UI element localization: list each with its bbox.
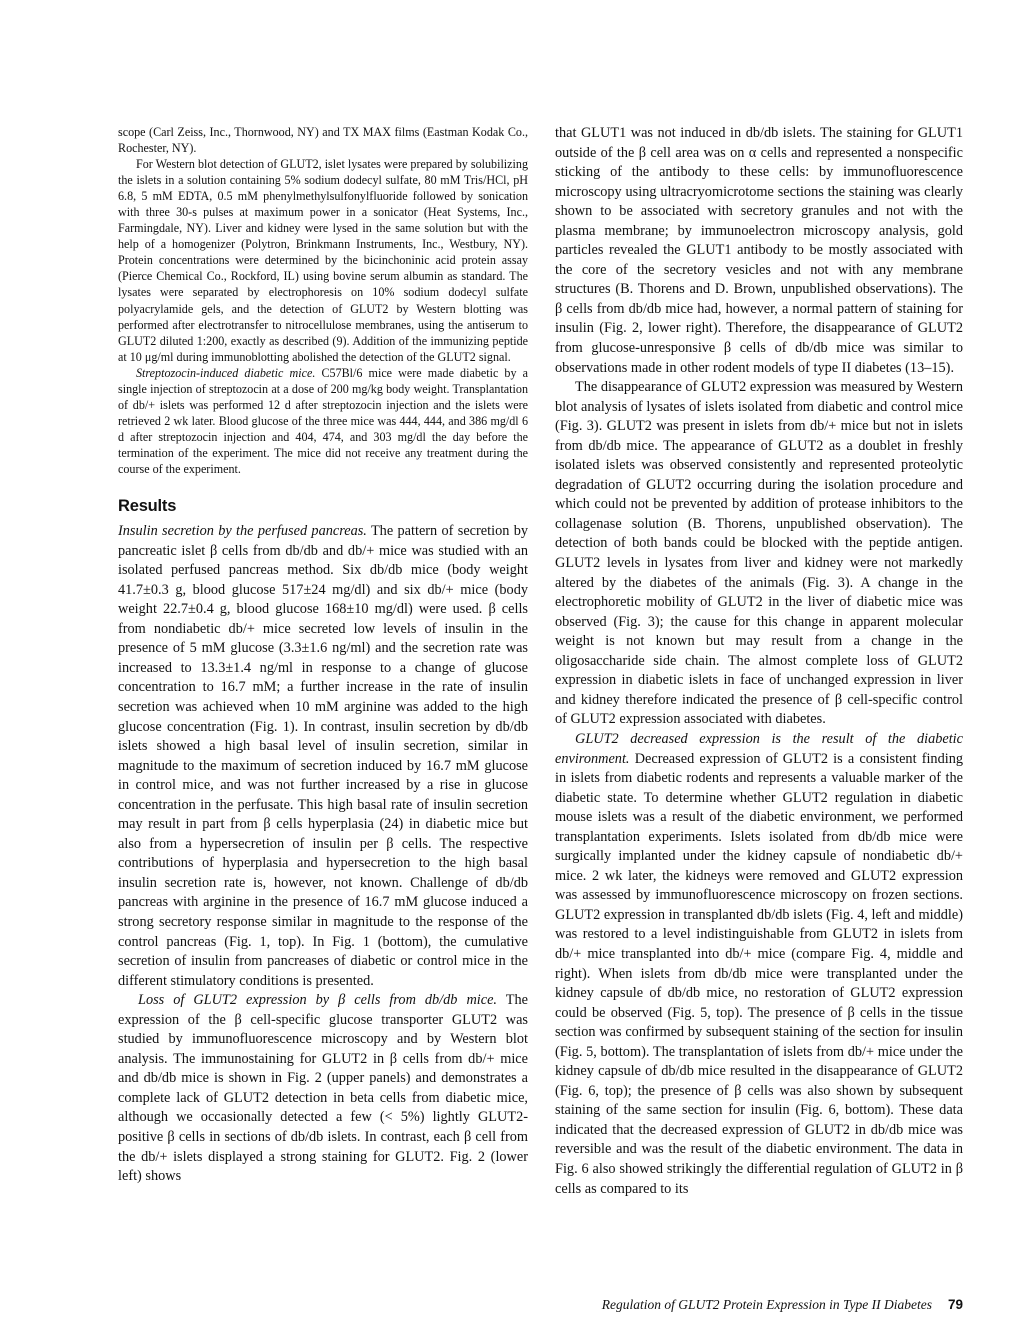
loss-text: The expression of the β cell-specific glucose transporter GLUT2 was studied by immunofluorescence microscopy and by Western blot analysis. The immunostaining for GLUT2 in β cells from db/+ mice and db/db mice is shown in Fig. 2 (upper panels) and demonstrates a complete lack of GLUT2 detection in beta cells from diabetic mice, although we occasionally detected a few (< 5%) lightly GLUT2-positive β cells in sections of db/db islets. In contrast, each β cell from the db/+ islets displayed a strong staining for GLUT2. Fig. 2 (lower left) shows [118,992,528,1185]
page-number: 79 [947,1297,963,1312]
loss-paragraph [118,991,528,1186]
right-column [555,124,963,1199]
insulin-heading: Insulin secretion by the perfused pancreas. [118,523,367,540]
transplant-heading: GLUT2 decreased expression is the result of the diabetic environment. [555,730,963,767]
results-section [118,522,528,1187]
glut1-paragraph: that GLUT1 was not induced in db/db islets. The staining for GLUT1 outside of the β cell area was on α cells and represented a nonspecific sticking of the antibody to these cells: by immunofluorescence microscopy using ultracryomicrotome sections the staining was clearly shown to be associated with secretory granules and not with the plasma membrane; by immunoelectron microscopy analysis, gold particles revealed the GLUT1 antibody to be mostly associated with the core of the secretory vesicles and not with any membrane structures (B. Thorens and D. Brown, unpublished observations). The β cells from db/db mice had, however, a normal pattern of staining for insulin (Fig. 2, lower right). Therefore, the disappearance of GLUT2 from glucose-unresponsive β cells of db/db mice was similar to observations made in other rodent models of type II diabetes (13–15). [555,125,963,376]
stz-text: C57Bl/6 mice were made diabetic by a single injection of streptozocin at a dose of 200 mg/kg body weight. Transplantation of db/+ islets was performed 12 d after streptozocin injection and the islets were retrieved 2 wk later. Blood glucose of the three mice was 444, 444, and 386 mg/dl 6 d after streptozocin injection and 404, 474, and 303 mg/dl the day before the termination of the experiment. The mice did not receive any treatment during the course of the experiment. [118,365,528,476]
stz-heading: Streptozocin-induced diabetic mice. [136,365,316,380]
running-title: Regulation of GLUT2 Protein Expression in Type II Diabetes [601,1297,932,1312]
left-column [118,124,528,1187]
methods-paragraph: scope (Carl Zeiss, Inc., Thornwood, NY) and TX MAX films (Eastman Kodak Co., Rochester, NY). [118,125,528,156]
insulin-paragraph [118,522,528,991]
stz-paragraph [118,365,528,477]
page-footer [555,1297,963,1313]
transplant-text: Decreased expression of GLUT2 is a consistent finding in islets from diabetic rodents and represents a valuable marker of the diabetic state. To determine whether GLUT2 regulation in diabetic mouse islets was a result of the diabetic environment, we performed transplantation experiments. Islets isolated from db/db mice were surgically implanted under the kidney capsule of nondiabetic db/+ mice. 2 wk later, the kidneys were removed and GLUT2 expression was assessed by immunofluorescence microscopy on frozen sections. GLUT2 expression in transplanted db/db islets (Fig. 4, left and middle) was restored to a level indistinguishable from GLUT2 in islets from db/+ mice transplanted into db/+ mice (compare Fig. 4, middle and right). When islets from db/db mice were transplanted under the kidney capsule of db/db mice, no restoration of GLUT2 expression could be observed (Fig. 5, top). The presence of β cells in the tissue section was confirmed by subsequent staining of the section for insulin (Fig. 5, bottom). The transplantation of islets from db/+ mice under the kidney capsule of db/db mice resulted in the disappearance of GLUT2 (Fig. 6, top); the presence of β cells was also shown by subsequent staining of the same section for insulin (Fig. 6, bottom). These data indicated that the decreased expression of GLUT2 in db/db mice was reversible and was the result of the diabetic environment. The data in Fig. 6 also showed strikingly the differential regulation of GLUT2 in β cells as compared to its [555,750,964,1197]
results-heading: Results [118,497,177,516]
right-body [555,124,963,1199]
insulin-text: The pattern of secretion by pancreatic islet β cells from db/db and db/+ mice was studied with an isolated perfused pancreas method. Six db/db mice (body weight 41.7±0.3 g, blood glucose 517±24 mg/dl) and six db/+ mice (body weight 22.7±0.4 g, blood glucose 168±10 mg/dl) were used. β cells from nondiabetic db/+ mice secreted low levels of insulin in the presence of 5 mM glucose (3.3±1.6 ng/ml) and the secretion rate was increased to 13.3±1.4 ng/ml in response to a change of glucose concentration to 16.7 mM; a further increase in the rate of insulin secretion was achieved when 10 mM arginine was added to the high glucose concentration (Fig. 1). In contrast, insulin secretion by db/db islets showed a high basal level of insulin secretion, similar in magnitude to the maximum of secretion induced by 16.7 mM glucose in control mice, and was not further increased by a rise in glucose concentration in the perfusate. This high basal rate of insulin secretion may result in part from β cells hyperplasia (24) in diabetic mice but also from a hypersecretion of insulin per β cells. The respective contributions of hyperplasia and hypersecretion to the high basal insulin secretion rate is, however, not known. Challenge of db/db pancreas with arginine in the presence of 16.7 mM glucose induced a strong secretory response similar in magnitude to the response of the control pancreas (Fig. 1, top). In Fig. 1 (bottom), the cumulative secretion of insulin from pancreases of diabetic or control mice in the different stimulatory conditions is presented. [118,523,528,989]
loss-heading: Loss of GLUT2 expression by β cells from db/db mice. [138,992,498,1009]
methods-paragraph: For Western blot detection of GLUT2, islet lysates were prepared by solubilizing the islets in a solution containing 5% sodium dodecyl sulfate, 80 mM Tris/HCl, pH 6.8, 5 mM EDTA, 0.5 mM phenylmethylsulfonylfluoride followed by sonication with three 30-s pulses at maximum power in a sonicator (Heat Systems, Inc., Farmingdale, NY). Liver and kidney were lysed in the same solution but with the help of a homogenizer (Polytron, Brinkmann Instruments, Inc., Westbury, NY). Protein concentrations were determined by the bicinchoninic acid protein assay (Pierce Chemical Co., Rockford, IL) using bovine serum albumin as standard. The lysates were separated by electrophoresis on 10% sodium dodecyl sulfate polyacrylamide gels, and the detection of GLUT2 by Western blotting was performed after electrotransfer to nitrocellulose membranes, using the antiserum to GLUT2 diluted 1:200, exactly as described (9). Addition of the immunizing peptide at 10 μg/ml during immunoblotting abolished the detection of the GLUT2 signal. [118,157,528,364]
transplant-paragraph [555,730,963,1199]
western-blot-paragraph: The disappearance of GLUT2 expression was measured by Western blot analysis of lysates of islets isolated from diabetic and control mice (Fig. 3). GLUT2 was present in islets from db/+ mice but not in islets from db/db mice. The appearance of GLUT2 as a doublet in freshly isolated islets was observed consistently and represented proteolytic degradation of GLUT2 occurring during the isolation procedure and which could not be prevented by addition of protease inhibitors to the collagenase solution (B. Thorens, unpublished observation). The detection of both bands could be blocked with the peptide antigen. GLUT2 levels in lysates from liver and kidney were not markedly altered by the diabetes of the animals (Fig. 3). A change in the electrophoretic mobility of GLUT2 in the liver of diabetic mice was observed (Fig. 3); the cause for this change in apparent molecular weight is not known but may result from a change in the oligosaccharide side chain. The almost complete loss of GLUT2 expression in diabetic islets in face of unchanged expression in liver and kidney therefore indicated the presence of β cell-specific control of GLUT2 expression associated with diabetes. [555,379,963,728]
methods-section [118,124,528,477]
